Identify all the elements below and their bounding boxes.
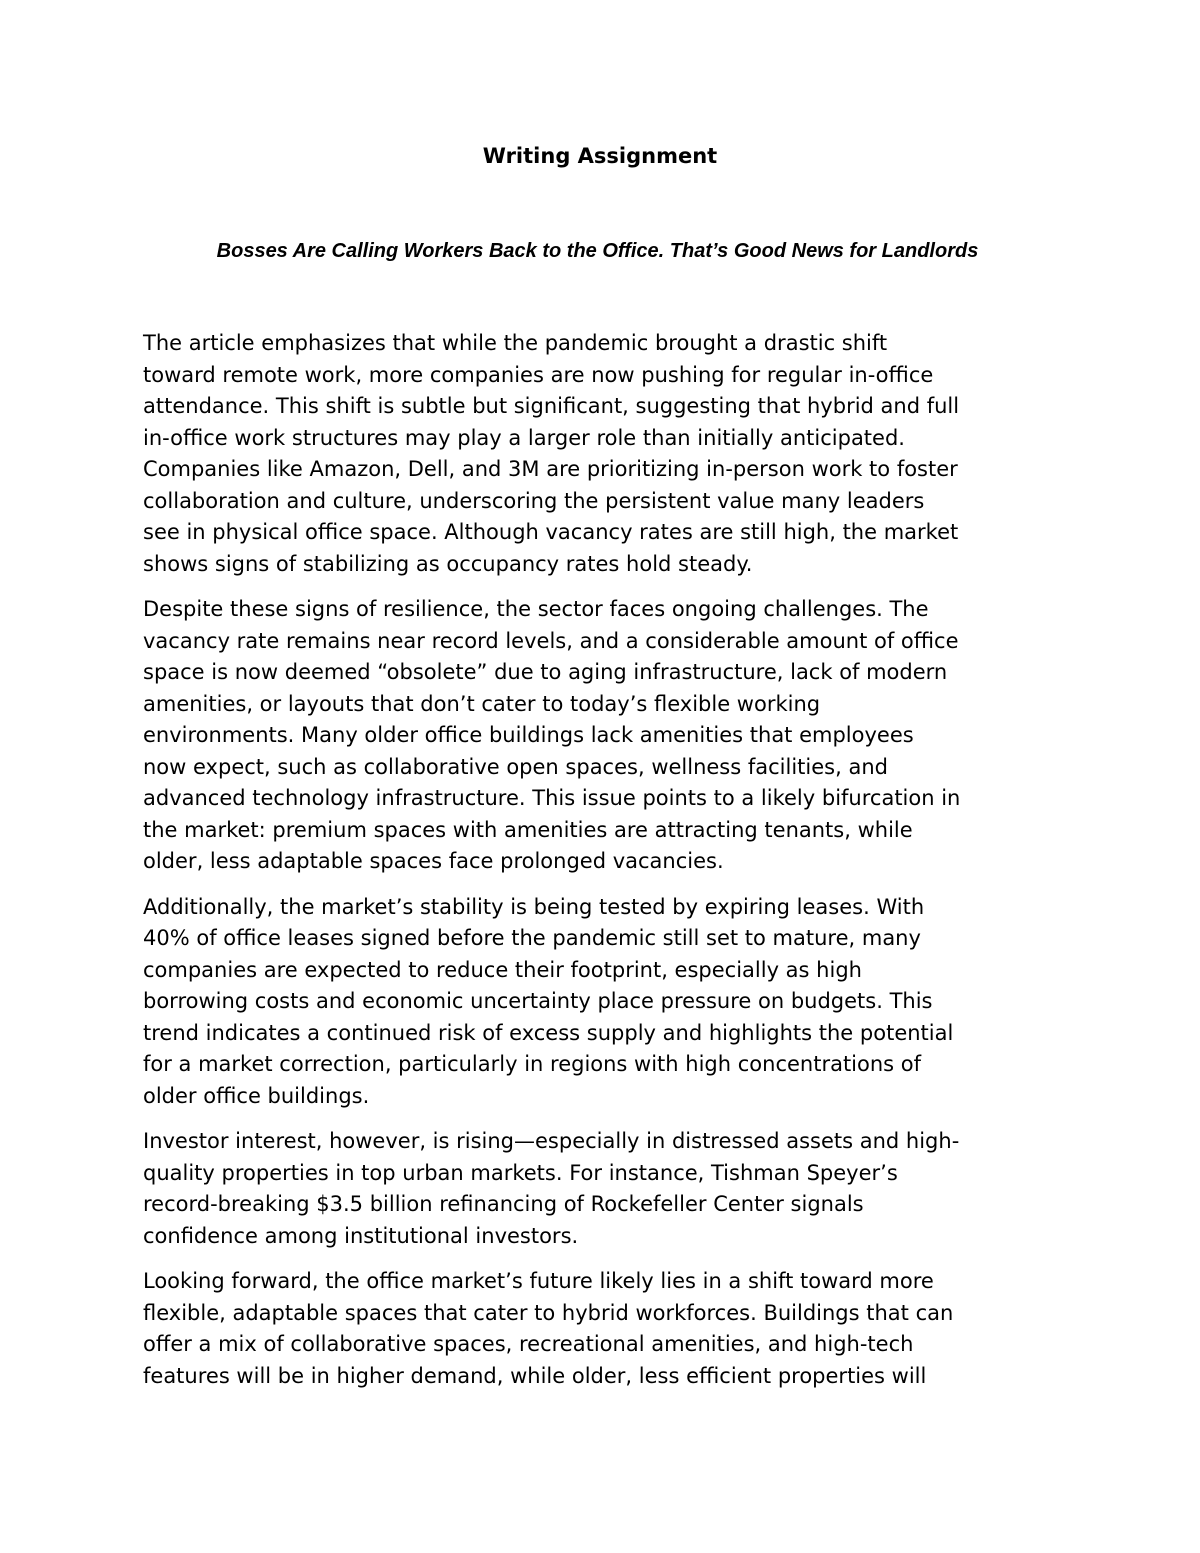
- paragraph-line: for a market correction, particularly in regions with high concentrations of: [143, 1052, 922, 1076]
- paragraph-line: amenities, or layouts that don’t cater to today’s flexible working: [143, 691, 821, 716]
- paragraph-line: shows signs of stabilizing as occupancy rates hold steady.: [143, 551, 753, 576]
- paragraph-line: 40% of office leases signed before the pandemic still set to mature, many: [143, 926, 921, 950]
- paragraph-line: The article emphasizes that while the pandemic brought a drastic shift: [143, 331, 888, 355]
- paragraph-line: features will be in higher demand, while older, less efficient properties will: [143, 1363, 927, 1388]
- paragraph-line: vacancy rate remains near record levels, and a considerable amount of office: [143, 628, 959, 653]
- body-paragraph: [143, 328, 1073, 580]
- paragraph-line: in-office work structures may play a larger role than initially anticipated.: [143, 425, 905, 450]
- paragraph-line: Companies like Amazon, Dell, and 3M are prioritizing in-person work to foster: [143, 457, 958, 481]
- paragraph-line: attendance. This shift is subtle but significant, suggesting that hybrid and full: [143, 394, 960, 418]
- paragraph-line: Additionally, the market’s stability is being tested by expiring leases. With: [143, 894, 925, 919]
- paragraph-line: collaboration and culture, underscoring the persistent value many leaders: [143, 488, 925, 513]
- body-paragraph: [143, 1266, 1073, 1392]
- document-body: [143, 328, 1073, 1406]
- paragraph-line: Investor interest, however, is rising—especially in distressed assets and high-: [143, 1129, 960, 1153]
- article-title: Bosses Are Calling Workers Back to the Office. That’s Good News for Landlords: [216, 240, 979, 262]
- paragraph-line: older, less adaptable spaces face prolonged vacancies.: [143, 849, 724, 873]
- paragraph-line: space is now deemed “obsolete” due to aging infrastructure, lack of modern: [143, 660, 948, 684]
- paragraph-line: offer a mix of collaborative spaces, recreational amenities, and high-tech: [143, 1332, 914, 1356]
- paragraph-line: quality properties in top urban markets. For instance, Tishman Speyer’s: [143, 1160, 898, 1185]
- body-paragraph: [143, 1126, 1073, 1252]
- paragraph-line: flexible, adaptable spaces that cater to hybrid workforces. Buildings that can: [143, 1300, 954, 1325]
- paragraph-line: Despite these signs of resilience, the sector faces ongoing challenges. The: [143, 597, 929, 621]
- paragraph-line: toward remote work, more companies are now pushing for regular in-office: [143, 362, 934, 387]
- paragraph-line: trend indicates a continued risk of excess supply and highlights the potential: [143, 1020, 954, 1045]
- paragraph-line: Looking forward, the office market’s future likely lies in a shift toward more: [143, 1269, 934, 1293]
- paragraph-line: confidence among institutional investors.: [143, 1223, 579, 1248]
- document-title: Writing Assignment: [482, 144, 718, 168]
- paragraph-line: now expect, such as collaborative open spaces, wellness facilities, and: [143, 754, 888, 779]
- paragraph-line: environments. Many older office buildings lack amenities that employees: [143, 723, 914, 747]
- paragraph-line: advanced technology infrastructure. This issue points to a likely bifurcation in: [143, 786, 961, 810]
- body-paragraph: [143, 892, 1073, 1113]
- body-paragraph: [143, 594, 1073, 878]
- paragraph-line: the market: premium spaces with amenities are attracting tenants, while: [143, 817, 913, 842]
- paragraph-line: borrowing costs and economic uncertainty place pressure on budgets. This: [143, 989, 933, 1013]
- paragraph-line: record-breaking $3.5 billion refinancing of Rockefeller Center signals: [143, 1192, 864, 1216]
- paragraph-line: older office buildings.: [143, 1083, 370, 1108]
- paragraph-line: companies are expected to reduce their footprint, especially as high: [143, 957, 862, 982]
- paragraph-line: see in physical office space. Although vacancy rates are still high, the market: [143, 520, 959, 544]
